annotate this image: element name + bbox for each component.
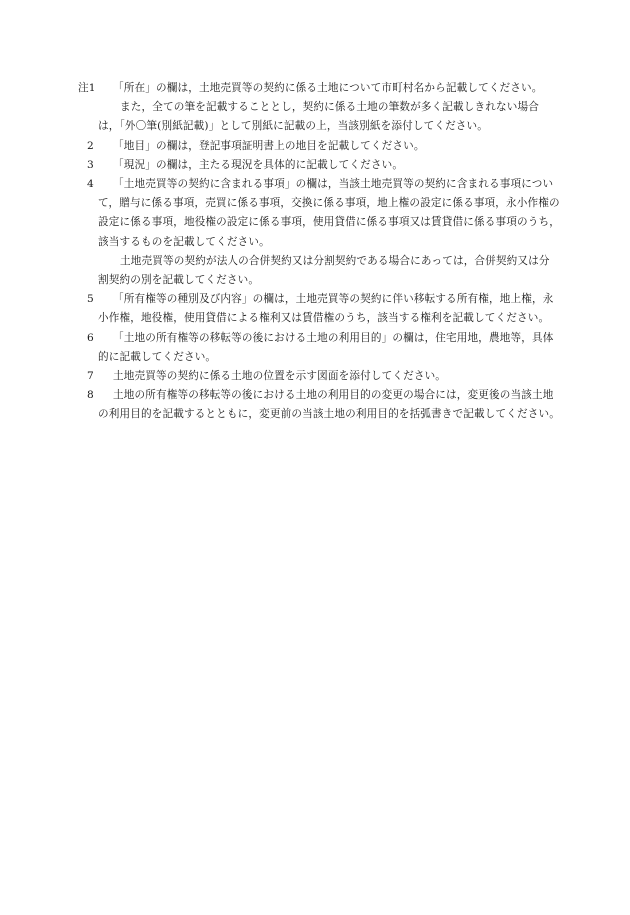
note-1-paragraph-2: また，全ての筆を記載することとし，契約に係る土地の筆数が多く記載しきれない場合は，「外〇筆(別紙記載)」として別紙に記載の上，当該別紙を添付してください。: [98, 101, 540, 133]
note-6-paragraph-1: 「土地の所有権等の移転等の後における土地の利用目的」の欄は，住宅用地，農地等，具体的に記載してください。: [98, 331, 554, 363]
note-3-paragraph-1: 「現況」の欄は，主たる現況を具体的に記載してください。: [113, 158, 404, 171]
note-marker: 4: [87, 178, 94, 191]
note-8: [78, 386, 560, 424]
note-marker: 7: [87, 370, 94, 383]
note-5: [78, 290, 560, 328]
note-7-paragraph-1: 土地売買等の契約に係る土地の位置を示す図面を添付してください。: [113, 370, 447, 383]
note-marker: 8: [87, 389, 94, 402]
note-1-paragraph-1: 「所在」の欄は，土地売買等の契約に係る土地について市町村名から記載してください。: [113, 82, 543, 94]
note-marker: 2: [87, 139, 94, 152]
note-marker: 注1: [78, 82, 96, 94]
note-6: [78, 329, 560, 367]
note-marker: 3: [87, 158, 94, 171]
note-8-paragraph-1: 土地の所有権等の移転等の後における土地の利用目的の変更の場合には，変更後の当該土地の利用目的を記載するとともに，変更前の当該土地の利用目的を括弧書きで記載してください。: [98, 389, 560, 421]
note-3: [78, 156, 560, 175]
note-marker: 6: [87, 331, 94, 344]
note-marker: 5: [87, 293, 94, 306]
note-2: [78, 137, 560, 156]
note-5-paragraph-1: 「所有権等の種別及び内容」の欄は，土地売買等の契約に伴い移転する所有権，地上権，永小作権，地役権，使用貸借による権利又は賃借権のうち，該当する権利を記載してください。: [98, 293, 554, 325]
notes-list: [78, 79, 560, 425]
note-7: [78, 367, 560, 386]
note-1: [78, 79, 560, 137]
note-4-paragraph-1: 「土地売買等の契約に含まれる事項」の欄は，当該土地売買等の契約に含まれる事項について，贈与に係る事項，売買に係る事項，交換に係る事項，地上権の設定に係る事項，永小作権の設定に係る事項，地役権の設定に係る事項，使用貸借に係る事項又は賃貸借に係る事項のうち，該当するものを記載してください。: [98, 178, 560, 248]
note-4-paragraph-2: 土地売買等の契約が法人の合併契約又は分割契約である場合にあっては，合併契約又は分割契約の別を記載してください。: [98, 254, 550, 287]
note-2-paragraph-1: 「地目」の欄は，登記事項証明書上の地目を記載してください。: [113, 139, 425, 152]
note-4: [78, 175, 560, 290]
